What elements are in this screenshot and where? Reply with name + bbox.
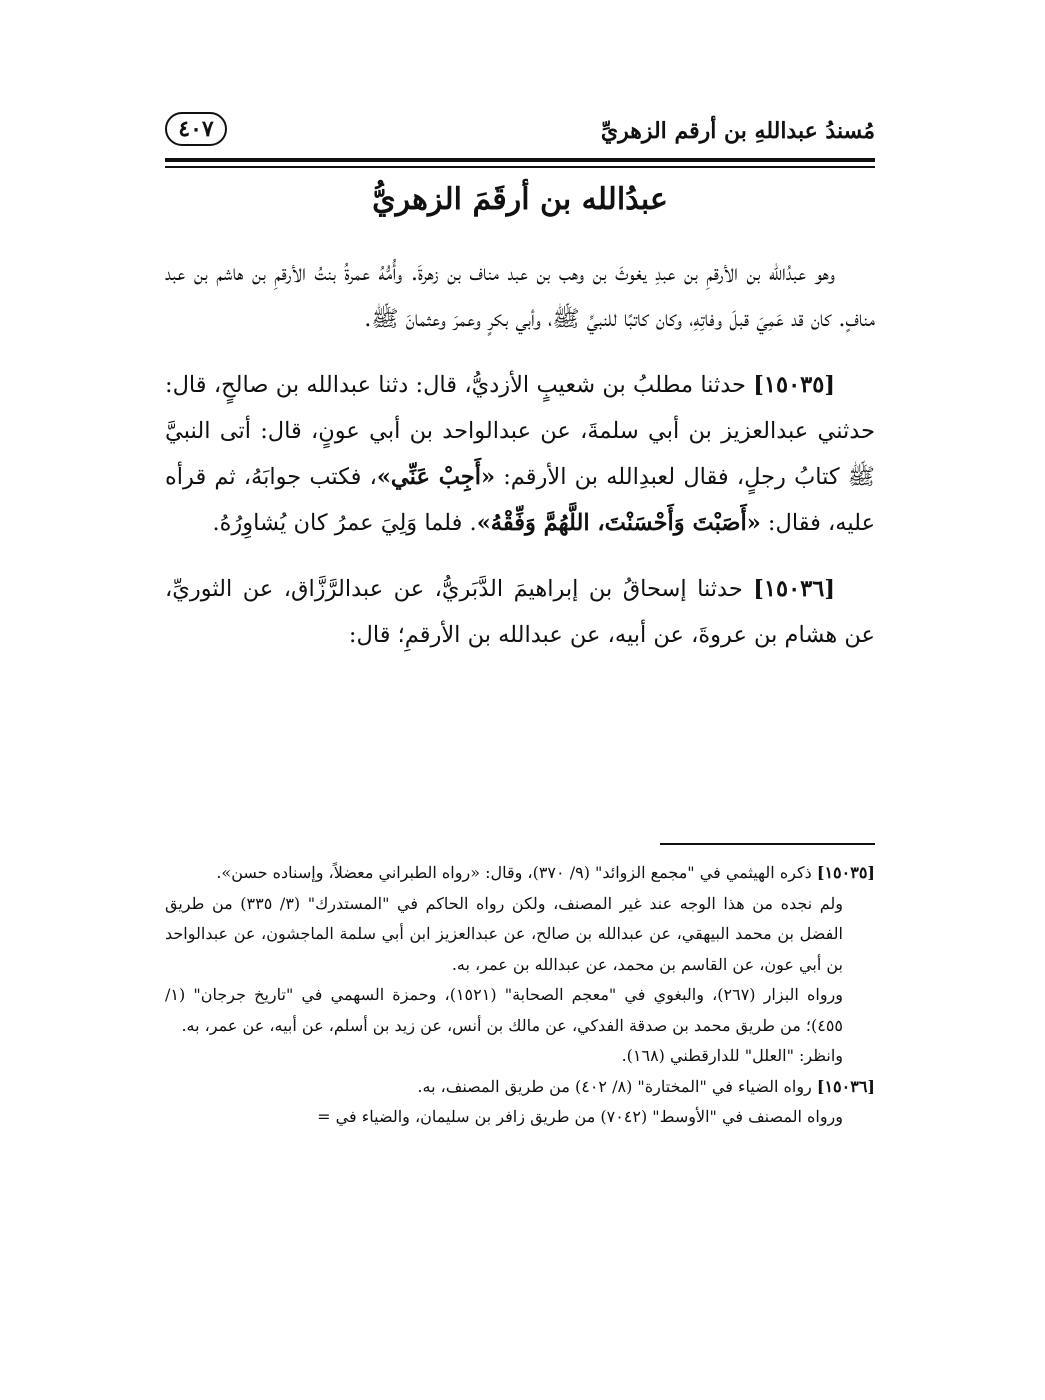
prophetic-quote: «أَجِبْ عَنِّي» bbox=[376, 464, 496, 490]
page-number: ٤٠٧ bbox=[178, 116, 214, 142]
footnote-number: [١٥٠٣٥] bbox=[816, 863, 875, 882]
footnote-text: ذكره الهيثمي في "مجمع الزوائد" (٩/ ٣٧٠)، وقال: «رواه الطبراني معضلاً، وإسناده حسن». bbox=[216, 863, 817, 882]
hadith-text: حدثنا مطلبُ بن شعيبٍ الأزديُّ، قال: دثنا عبدالله بن صالحٍ، قال: حدثني عبدالعزيز بن أبي سلمةَ، عن عبدالواحد بن أبي عونٍ، قال: أتى النبيَّ ﷺ كتابُ رجلٍ، فقال لعبدِالله بن الأرقم: bbox=[165, 372, 875, 490]
hadith-15036 bbox=[165, 566, 875, 658]
intro-paragraph: وهو عبدُالله بن الأرقمِ بن عبدِ يغوثَ بن وهب بن عبد مناف بن زهرةَ. وأُمُّهُ عمرةُ بنتُ الأرقمِ بن هاشم بن عبد منافٍ. كان قد عَمِيَ قبلَ وفاتِهِ، وكان كاتبًا للنبيِّ ﷺ، وأبي بكرٍ وعمرَ وعثمانَ ﷺ. bbox=[165, 260, 875, 332]
hadith-text: حدثنا إسحاقُ بن إبراهيمَ الدَّبَريُّ، عن عبدالرَّزَّاق، عن الثوريِّ، عن هشام بن عروةَ، عن أبيه، عن عبدالله بن الأرقمِ؛ قال: bbox=[165, 576, 875, 648]
footnote-number: [١٥٠٣٦] bbox=[816, 1076, 875, 1096]
running-title: مُسندُ عبداللهِ بن أرقم الزهريِّ bbox=[600, 118, 875, 144]
footnote-paragraph: ولم نجده من هذا الوجه عند غير المصنف، ولكن رواه الحاكم في "المستدرك" (٣/ ٣٣٥) من طريق الفضل بن محمد البيهقي، عن عبدالله بن صالح، عن عبدالعزيز ابن أبي سلمة الماجشون، عن عبدالواحد بن أبي عون، عن القاسم بن محمد، عن عبدالله بن عمر، به. bbox=[165, 893, 844, 974]
book-page bbox=[165, 0, 875, 1400]
hadith-number: [١٥٠٣٦] bbox=[753, 576, 835, 602]
footnote-paragraph: ورواه البزار (٢٦٧)، والبغوي في "معجم الصحابة" (١٥٢١)، وحمزة السهمي في "تاريخ جرجان" (١/ ٤٥٥)؛ من طريق محمد بن صدقة الفدكي، عن مالك بن أنس، عن زيد بن أسلم، عن أبيه، عن عمر، به. bbox=[165, 985, 843, 1035]
footnote-15036 bbox=[165, 1072, 875, 1103]
hadith-15035 bbox=[165, 362, 875, 546]
hadith-number: [١٥٠٣٥] bbox=[753, 372, 835, 398]
main-text bbox=[165, 250, 875, 678]
page-number-badge bbox=[165, 112, 227, 146]
header-rule-thin bbox=[165, 166, 875, 168]
footnotes bbox=[165, 858, 875, 1133]
hadith-text-end: . فلما وَلِيَ عمرُ كان يُشاوِرُهُ. bbox=[212, 510, 477, 536]
prophetic-quote: «أَصَبْتَ وَأَحْسَنْتَ، اللَّهُمَّ وَفِّقْهُ» bbox=[476, 510, 761, 536]
footnote-15035 bbox=[165, 858, 875, 889]
footnote-text: رواه الضياء في "المختارة" (٨/ ٤٠٢) من طريق المصنف، به. bbox=[417, 1076, 817, 1096]
header-rule-thick bbox=[165, 158, 875, 162]
hadith-text-mid: ، فكتب جوابَهُ، ثم قرأه عليه، فقال: bbox=[165, 464, 875, 536]
footnote-paragraph: وانظر: "العلل" للدارقطني (١٦٨). bbox=[621, 1046, 843, 1065]
footnote-separator bbox=[660, 843, 875, 845]
footnote-paragraph: ورواه المصنف في "الأوسط" (٧٠٤٢) من طريق زافر بن سليمان، والضياء في = bbox=[317, 1107, 843, 1126]
section-title: عبدُالله بن أرقَمَ الزهريُّ bbox=[372, 182, 668, 217]
